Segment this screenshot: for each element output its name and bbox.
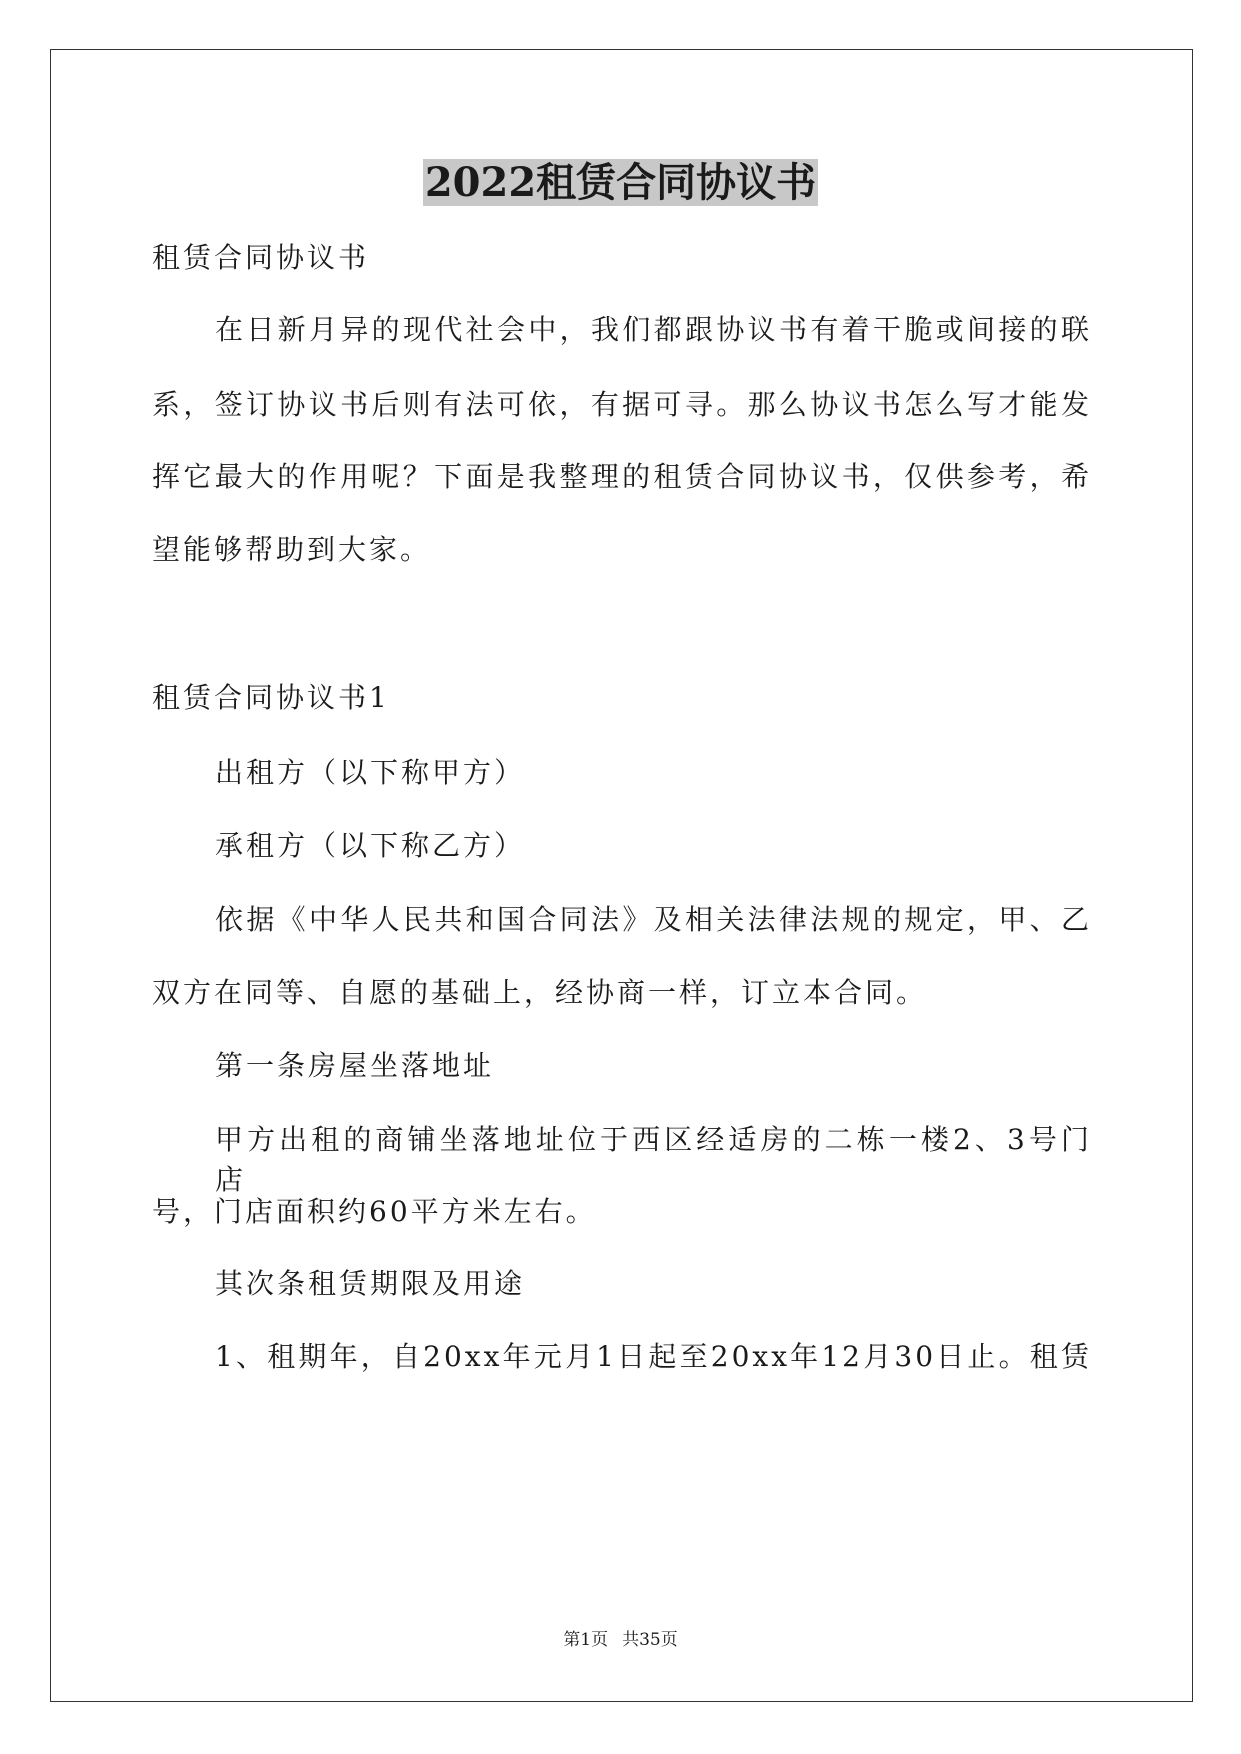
page-border: [50, 49, 1193, 1702]
document-subtitle: 租赁合同协议书: [152, 241, 370, 274]
intro-line-4: 望能够帮助到大家。: [152, 533, 432, 566]
page-total: 共35页: [622, 1630, 678, 1650]
intro-line-1: 在日新月异的现代社会中，我们都跟协议书有着干脆或间接的联: [215, 313, 1092, 346]
intro-line-2: 系，签订协议书后则有法可依，有据可寻。那么协议书怎么写才能发: [152, 388, 1092, 421]
article1-heading: 第一条房屋坐落地址: [215, 1049, 495, 1082]
article1-line-2: 号，门店面积约60平方米左右。: [152, 1195, 597, 1228]
page-number: 第1页: [563, 1630, 609, 1650]
page-footer: [0, 1628, 1241, 1652]
article2-line-1: 1、租期年，自20xx年元月1日起至20xx年12月30日止。租赁: [215, 1340, 1092, 1373]
lessor-line: 出租方（以下称甲方）: [215, 756, 526, 789]
article1-line-1: 甲方出租的商铺坐落地址位于西区经适房的二栋一楼2、3号门店: [215, 1123, 1092, 1196]
document-title: 2022租赁合同协议书: [424, 159, 817, 206]
section-heading: 租赁合同协议书1: [152, 681, 390, 714]
article2-heading: 其次条租赁期限及用途: [215, 1267, 526, 1300]
basis-line-1: 依据《中华人民共和国合同法》及相关法律法规的规定，甲、乙: [215, 903, 1092, 936]
intro-line-3: 挥它最大的作用呢？下面是我整理的租赁合同协议书，仅供参考，希: [152, 460, 1092, 493]
lessee-line: 承租方（以下称乙方）: [215, 829, 526, 862]
basis-line-2: 双方在同等、自愿的基础上，经协商一样，订立本合同。: [152, 976, 928, 1009]
